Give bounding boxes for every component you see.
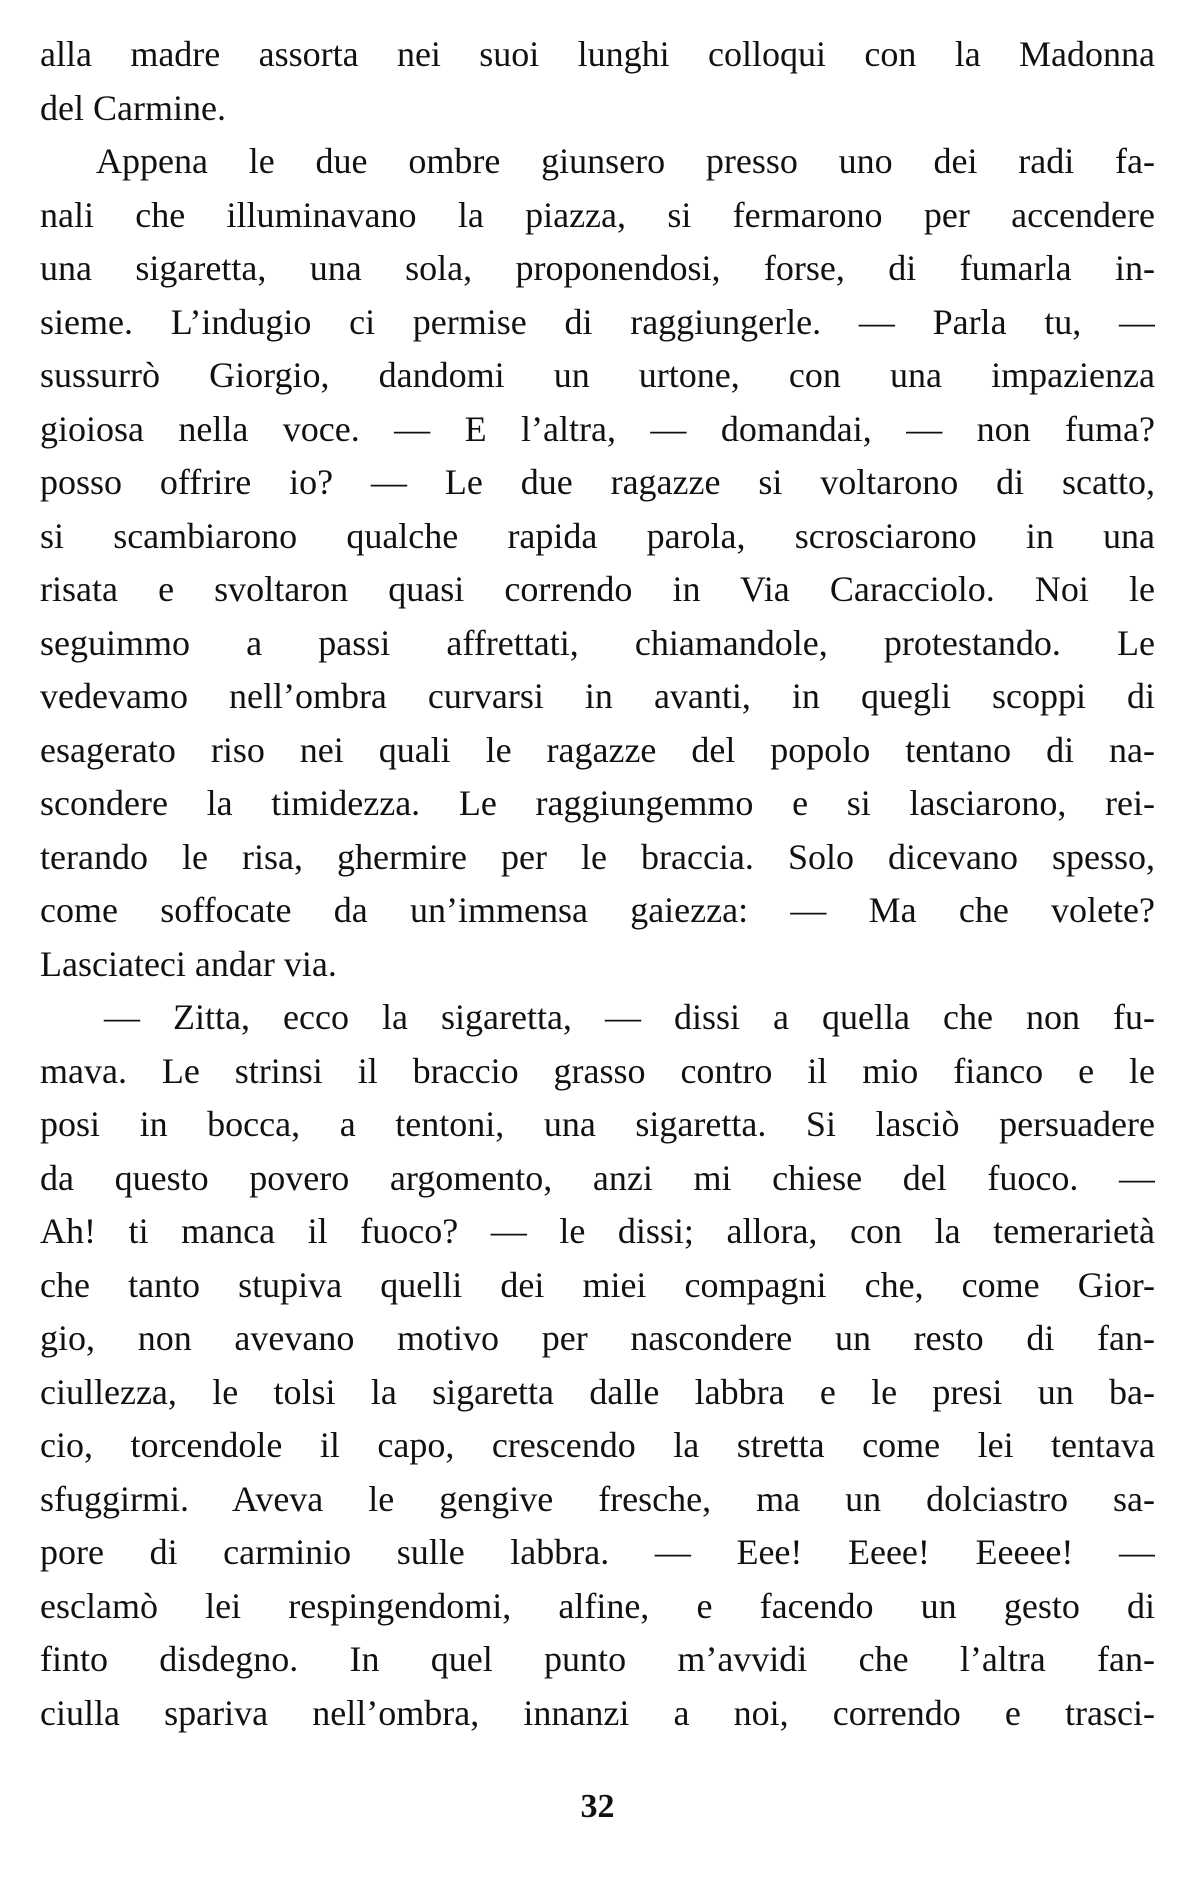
text-line: si scambiarono qualche rapida parola, scrosciarono in una <box>40 515 1155 556</box>
text-line: esagerato riso nei quali le ragazze del popolo tentano di na- <box>40 729 1155 770</box>
text-line: da questo povero argomento, anzi mi chiese del fuoco. — <box>40 1157 1155 1198</box>
text-line: una sigaretta, una sola, proponendosi, forse, di fumarla in- <box>40 248 1155 288</box>
text-line: del Carmine. <box>40 87 226 128</box>
text-line: terando le risa, ghermire per le braccia. Solo dicevano spesso, <box>40 836 1155 877</box>
text-line: risata e svoltaron quasi correndo in Via Caracciolo. Noi le <box>40 569 1155 609</box>
text-line: sfuggirmi. Aveva le gengive fresche, ma un dolciastro sa- <box>40 1478 1155 1519</box>
text-line: gioiosa nella voce. — E l’altra, — domandai, — non fuma? <box>40 408 1155 449</box>
text-line: seguimmo a passi affrettati, chiamandole, protestando. Le <box>40 622 1155 663</box>
text-line: come soffocate da un’immensa gaiezza: — Ma che volete? <box>40 890 1155 930</box>
text-line: Lasciateci andar via. <box>40 943 337 984</box>
text-line: vedevamo nell’ombra curvarsi in avanti, in quegli scoppi di <box>40 676 1155 716</box>
text-line: mava. Le strinsi il braccio grasso contro il mio fianco e le <box>40 1050 1155 1091</box>
text-line: ciullezza, le tolsi la sigaretta dalle labbra e le presi un ba- <box>40 1371 1155 1412</box>
text-line: pore di carminio sulle labbra. — Eee! Eeee! Eeeee! — <box>40 1532 1155 1572</box>
text-line: — Zitta, ecco la sigaretta, — dissi a quella che non fu- <box>104 997 1155 1037</box>
text-line: posi in bocca, a tentoni, una sigaretta. Si lasciò persuadere <box>40 1104 1155 1144</box>
text-line: nali che illuminavano la piazza, si fermarono per accendere <box>40 194 1155 235</box>
text-line: alla madre assorta nei suoi lunghi colloqui con la Madonna <box>40 34 1155 74</box>
text-line: posso offrire io? — Le due ragazze si voltarono di scatto, <box>40 462 1155 502</box>
text-line: finto disdegno. In quel punto m’avvidi che l’altra fan- <box>40 1639 1155 1679</box>
text-line: Ah! ti manca il fuoco? — le dissi; allora, con la temerarietà <box>40 1211 1155 1251</box>
text-line: cio, torcendole il capo, crescendo la stretta come lei tentava <box>40 1425 1155 1465</box>
text-line: sieme. L’indugio ci permise di raggiungerle. — Parla tu, — <box>40 301 1155 342</box>
text-line: Appena le due ombre giunsero presso uno dei radi fa- <box>96 141 1155 181</box>
text-line: ciulla spariva nell’ombra, innanzi a noi, correndo e trasci- <box>40 1692 1155 1733</box>
text-line: che tanto stupiva quelli dei miei compagni che, come Gior- <box>40 1264 1155 1305</box>
text-line: esclamò lei respingendomi, alfine, e facendo un gesto di <box>40 1585 1155 1626</box>
text-line: sussurrò Giorgio, dandomi un urtone, con una impazienza <box>40 355 1155 395</box>
page-number: 32 <box>580 1788 615 1825</box>
body-text <box>40 28 1155 1740</box>
text-line: scondere la timidezza. Le raggiungemmo e si lasciarono, rei- <box>40 783 1155 823</box>
text-line: gio, non avevano motivo per nascondere un resto di fan- <box>40 1318 1155 1358</box>
